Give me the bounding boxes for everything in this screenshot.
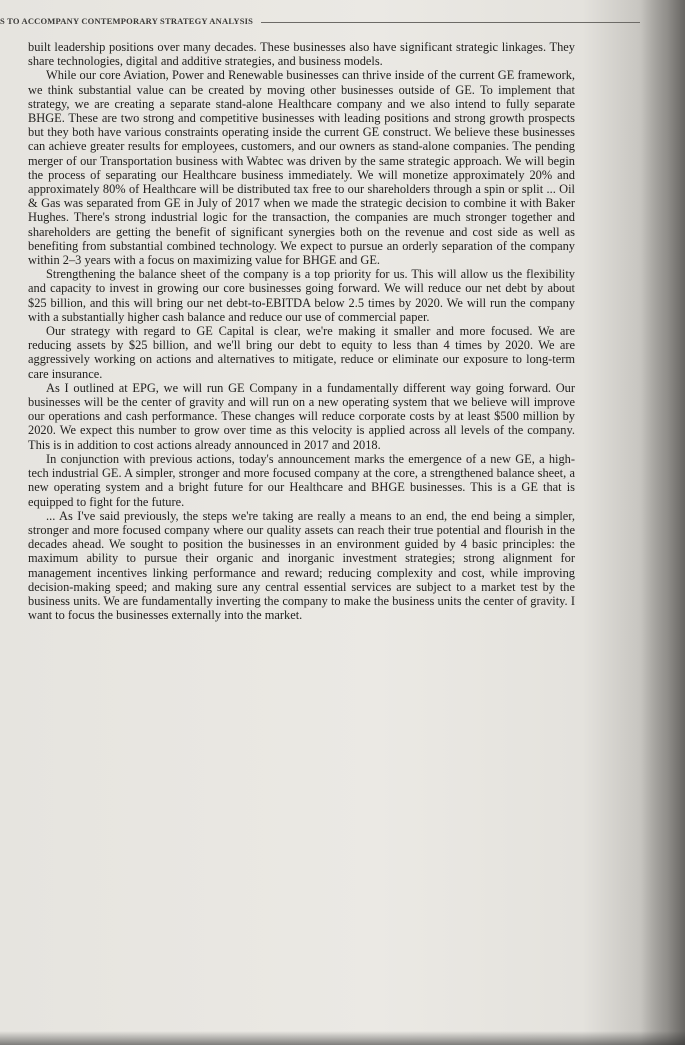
running-head bbox=[0, 14, 640, 28]
paragraph: In conjunction with previous actions, today's announcement marks the emergence of a new GE, a high-tech industrial GE. A simpler, stronger and more focused company at the core, a strengthened balance sheet, a new operating system and a bright future for our Healthcare and BHGE businesses. This is a GE that is equipped to fight for the future. bbox=[28, 451, 575, 509]
page-spine-shadow bbox=[641, 0, 685, 1045]
paragraph: As I outlined at EPG, we will run GE Company in a fundamentally different way going forward. Our businesses will be the center of gravity and will run on a new operating system that we believe will improve our operations and cash performance. These changes will reduce corporate costs by at least $500 million by 2020. We expect this number to grow over time as this velocity is applied across all levels of the company. This is in addition to cost actions already announced in 2017 and 2018. bbox=[28, 380, 575, 452]
paragraph: Strengthening the balance sheet of the company is a top priority for us. This will allow us the flexibility and capacity to invest in growing our core businesses going forward. We will reduce our net debt by about $25 billion, and this will bring our net debt-to-EBITDA below 2.5 times by 2020. We will run the company with a substantially higher cash balance and reduce our use of commercial paper. bbox=[28, 267, 575, 324]
running-head-rule bbox=[261, 22, 640, 23]
paragraph: built leadership positions over many decades. These businesses also have significant strategic linkages. They share technologies, digital and additive strategies, and business models. bbox=[28, 40, 575, 69]
paragraph: ... As I've said previously, the steps we're taking are really a means to an end, the end being a simpler, stronger and more focused company where our quality assets can reach their true potential and flourish in the decades ahead. We sought to position the businesses in an environment guided by 4 basic principles: the maximum ability to pursue their organic and inorganic investment strategies; strong alignment for management incentives linking performance and reward; reducing complexity and cost, while improving decision-making speed; and making sure any central essential services are subject to a market test by the business units. We are fundamentally inverting the company to make the business units the center of gravity. I want to focus the businesses externally into the market. bbox=[28, 508, 575, 623]
paragraph: Our strategy with regard to GE Capital is clear, we're making it smaller and more focused. We are reducing assets by $25 billion, and we'll bring our debt to equity to less than 4 times by 2020. We are aggressively working on actions and alternatives to mitigate, reduce or eliminate our exposure to long-term care insurance. bbox=[28, 324, 575, 381]
paragraph: While our core Aviation, Power and Renewable businesses can thrive inside of the current GE framework, we think substantial value can be created by moving other businesses outside of GE. To implement that strategy, we are creating a separate stand-alone Healthcare company and we also intend to fully separate BHGE. These are two strong and competitive businesses with leading positions and strong growth prospects but they both have various constraints operating inside the current GE construct. We believe these businesses can achieve greater results for employees, customers, and our owners as stand-alone companies. The pending merger of our Transportation business with Wabtec was driven by the same strategic approach. We will begin the process of separating our Healthcare business immediately. We will monetize approximately 20% and approximately 80% of Healthcare will be distributed tax free to our shareholders through a spin or split ... Oil & Gas was separated from GE in July of 2017 when we made the strategic decision to combine it with Baker Hughes. There's strong industrial logic for the transaction, the companies are much stronger together and shareholders are getting the benefit of significant synergies both on the revenue and cost side as well as benefiting from substantial combined technology. We expect to pursue an orderly separation of the company within 2–3 years with a focus on maximizing value for BHGE and GE. bbox=[28, 68, 575, 268]
body-text bbox=[28, 40, 575, 622]
page-bottom-edge bbox=[0, 1031, 685, 1045]
running-head-text: S TO ACCOMPANY CONTEMPORARY STRATEGY ANALYSIS bbox=[0, 16, 254, 26]
